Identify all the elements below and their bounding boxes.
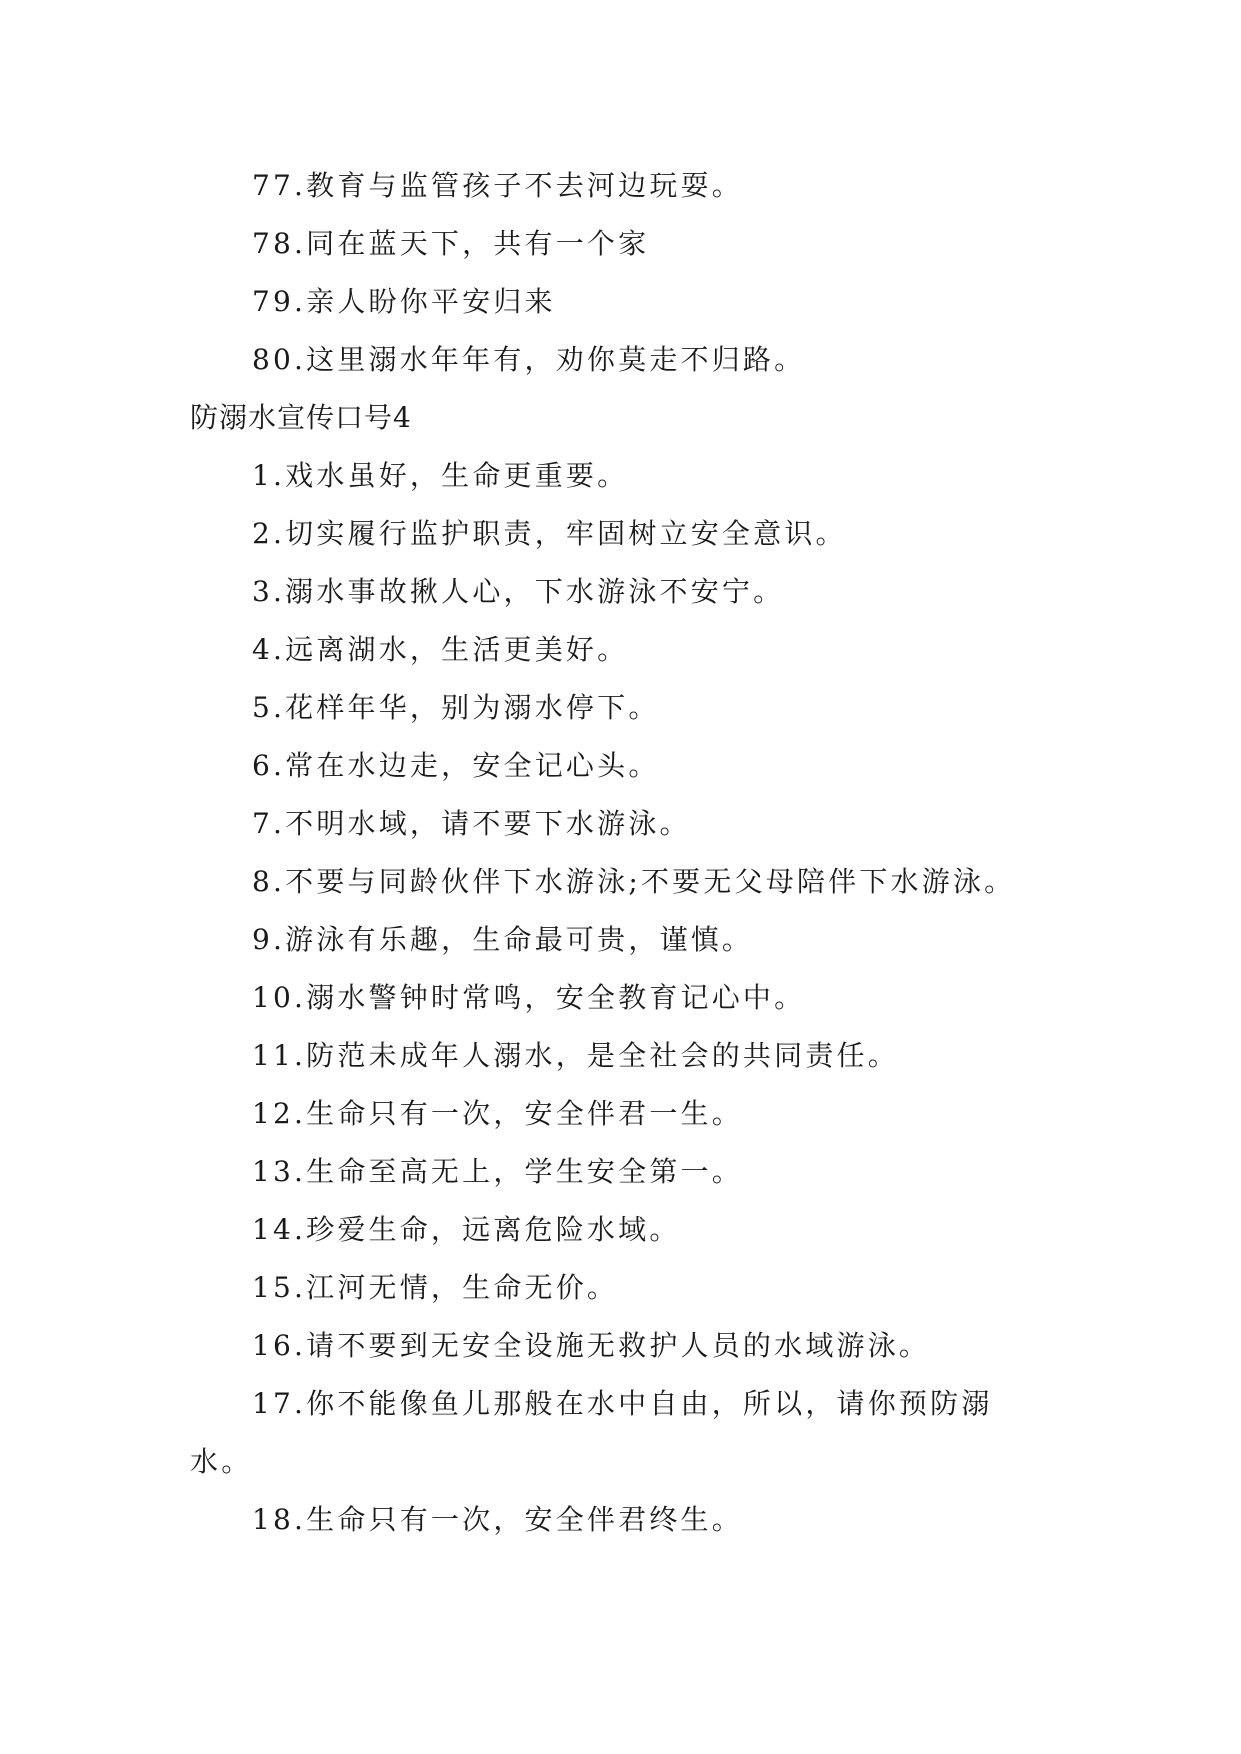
slogan-14: 14.珍爱生命，远离危险水域。 (252, 1213, 681, 1246)
slogan-15: 15.江河无情，生命无价。 (252, 1271, 619, 1304)
slogan-2: 2.切实履行监护职责，牢固树立安全意识。 (252, 517, 847, 550)
slogan-13: 13.生命至高无上，学生安全第一。 (252, 1155, 743, 1188)
slogan-17: 17.你不能像鱼儿那般在水中自由，所以，请你预防溺 (252, 1387, 993, 1420)
slogan-80: 80.这里溺水年年有，劝你莫走不归路。 (252, 343, 806, 376)
slogan-12: 12.生命只有一次，安全伴君一生。 (252, 1097, 743, 1130)
slogan-8: 8.不要与同龄伙伴下水游泳;不要无父母陪伴下水游泳。 (252, 865, 1016, 898)
slogan-4: 4.远离湖水，生活更美好。 (252, 633, 629, 666)
slogan-77: 77.教育与监管孩子不去河边玩耍。 (252, 169, 743, 202)
slogan-17-continuation: 水。 (190, 1445, 253, 1478)
slogan-10: 10.溺水警钟时常鸣，安全教育记心中。 (252, 981, 806, 1014)
slogan-7: 7.不明水域，请不要下水游泳。 (252, 807, 691, 840)
slogan-18: 18.生命只有一次，安全伴君终生。 (252, 1503, 743, 1536)
slogan-79: 79.亲人盼你平安归来 (252, 285, 556, 318)
slogan-11: 11.防范未成年人溺水，是全社会的共同责任。 (252, 1039, 899, 1072)
slogan-78: 78.同在蓝天下，共有一个家 (252, 227, 650, 260)
slogan-9: 9.游泳有乐趣，生命最可贵，谨慎。 (252, 923, 754, 956)
slogan-6: 6.常在水边走，安全记心头。 (252, 749, 660, 782)
slogan-1: 1.戏水虽好，生命更重要。 (252, 459, 629, 492)
slogan-5: 5.花样年华，别为溺水停下。 (252, 691, 660, 724)
slogan-16: 16.请不要到无安全设施无救护人员的水域游泳。 (252, 1329, 931, 1362)
section-heading: 防溺水宣传口号4 (190, 401, 412, 434)
slogan-3: 3.溺水事故揪人心，下水游泳不安宁。 (252, 575, 785, 608)
